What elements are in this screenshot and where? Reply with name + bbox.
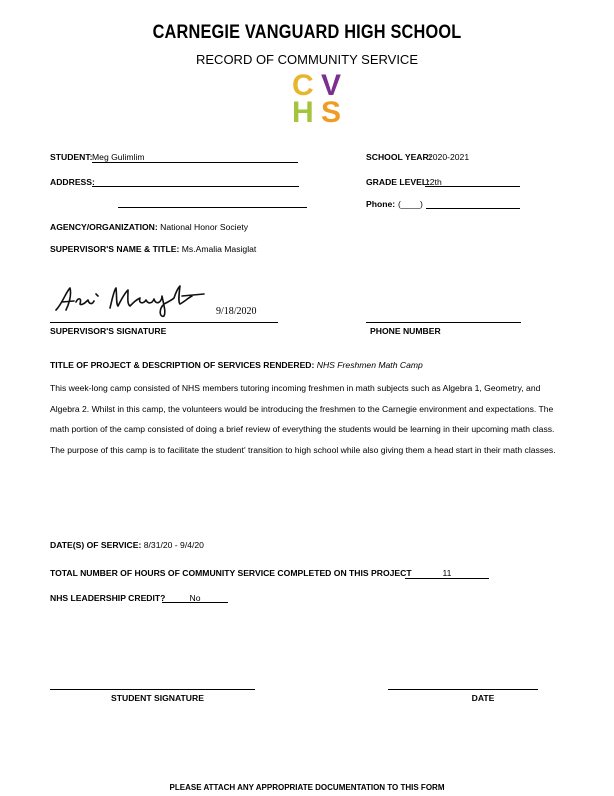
form-title: RECORD OF COMMUNITY SERVICE [196, 52, 418, 67]
cvhs-logo [291, 68, 351, 124]
supervisor-signature-line [50, 322, 278, 323]
project-title-row [50, 360, 423, 370]
logo-letter-s: S [321, 96, 342, 124]
agency-label: AGENCY/ORGANIZATION: [50, 222, 158, 232]
dates-label: DATE(S) OF SERVICE: [50, 540, 142, 550]
hours-line [405, 578, 489, 579]
agency-row [50, 222, 248, 232]
phone-value: (____) [398, 199, 423, 209]
project-label: TITLE OF PROJECT & DESCRIPTION OF SERVICES RENDERED: [50, 360, 315, 370]
school-year-value: 2020-2021 [428, 152, 470, 162]
logo-letter-v: V [321, 69, 342, 102]
student-signature-label: STUDENT SIGNATURE [111, 693, 204, 703]
hours-label: TOTAL NUMBER OF HOURS OF COMMUNITY SERVICE COMPLETED ON THIS PROJECT [50, 568, 412, 578]
school-name: CARNEGIE VANGUARD HIGH SCHOOL [152, 22, 462, 43]
school-year-label: SCHOOL YEAR: [366, 152, 432, 162]
student-line [92, 162, 298, 163]
hours-value: 11 [442, 568, 452, 578]
supervisor-signature-date: 9/18/2020 [216, 306, 257, 317]
supervisor-label: SUPERVISOR'S NAME & TITLE: [50, 244, 180, 254]
supervisor-signature [52, 282, 222, 322]
supervisor-row [50, 244, 256, 254]
attach-note: PLEASE ATTACH ANY APPROPRIATE DOCUMENTATION TO THIS FORM [169, 783, 445, 792]
leadership-value: No [189, 593, 201, 603]
address-label: ADDRESS: [50, 177, 95, 187]
phone-number-line [366, 322, 521, 323]
logo-letter-c: C [292, 69, 314, 102]
phone-label: Phone: [366, 199, 396, 209]
address-line-1 [92, 186, 299, 187]
agency-value: National Honor Society [160, 222, 249, 232]
project-description: This week-long camp consisted of NHS members tutoring incoming freshmen in math subjects such as Algebra 1, Geometry, and Algebra 2. Whilst in this camp, the volunteers would be introducing the freshmen to the Carnegie environment and expectations. The math portion of the camp consisted of doing a brief review of everything the students would be learning in their upcoming math class. The purpose of this camp is to facilitate the student' transition to high school while also giving them a head start in their math classes. [50, 383, 556, 455]
student-value: Meg Gulimlim [92, 152, 145, 162]
dates-row [50, 540, 204, 550]
student-signature-line [50, 689, 255, 690]
date-label: DATE [471, 693, 495, 703]
grade-level-label: GRADE LEVEL: [366, 177, 430, 187]
supervisor-value: Ms.Amalia Masiglat [181, 244, 257, 254]
supervisor-signature-label: SUPERVISOR'S SIGNATURE [50, 326, 167, 336]
phone-number-label: PHONE NUMBER [370, 326, 441, 336]
student-label: STUDENT: [50, 152, 93, 162]
project-title: NHS Freshmen Math Camp [316, 360, 423, 370]
phone-line [426, 208, 520, 209]
date-line [388, 689, 538, 690]
leadership-label: NHS LEADERSHIP CREDIT? [50, 593, 166, 603]
dates-value: 8/31/20 - 9/4/20 [143, 540, 204, 550]
logo-letter-h: H [292, 96, 314, 124]
address-line-2 [118, 207, 307, 208]
grade-level-value: 12th [425, 177, 442, 187]
grade-level-line [425, 186, 520, 187]
